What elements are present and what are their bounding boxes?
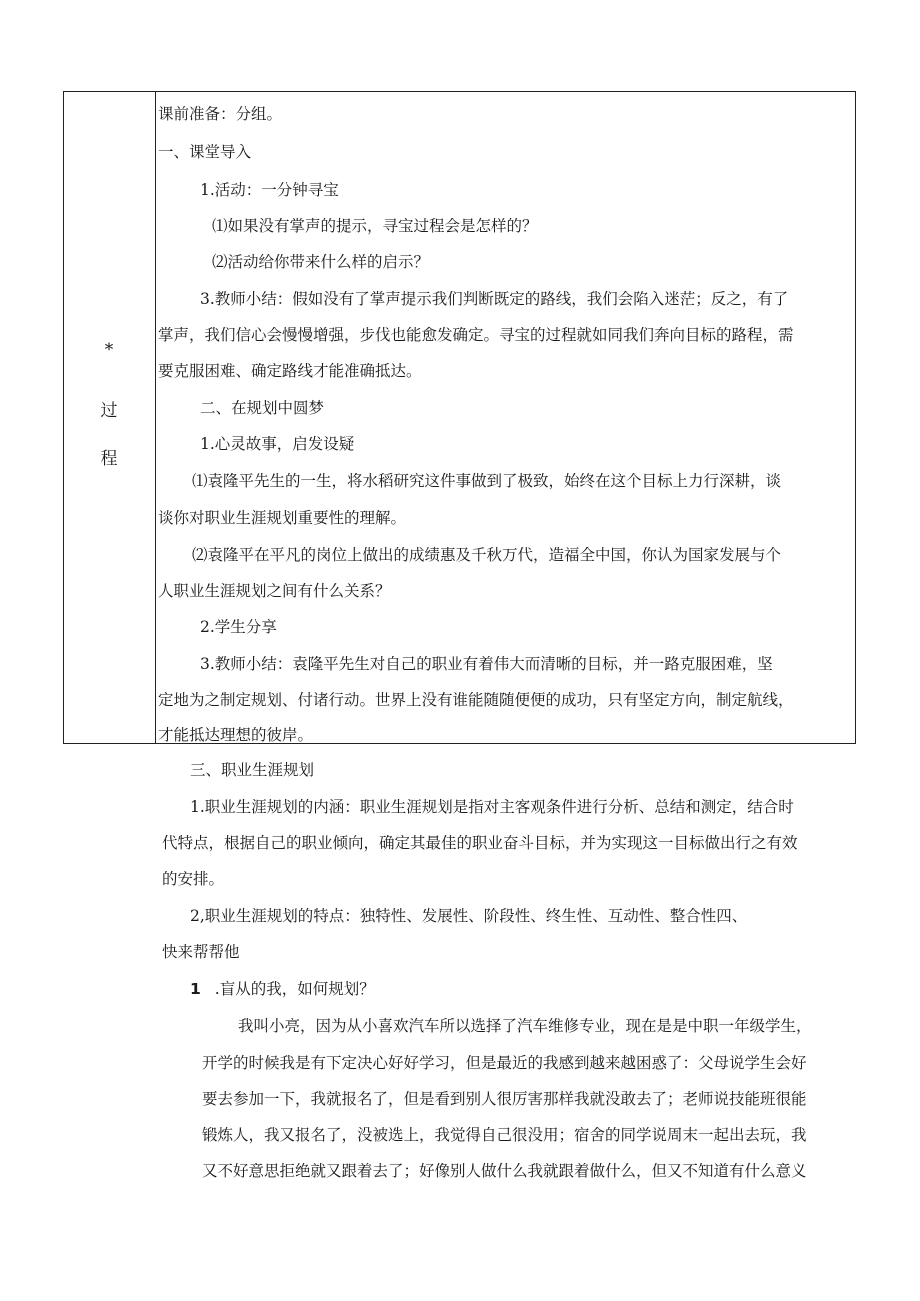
narrative-line-4: 锻炼人，我又报名了，没被选上，我觉得自己很没用；宿舍的同学说周末一起出去玩，我 [202, 1126, 807, 1144]
section-2-title: 二、在规划中圆梦 [200, 399, 325, 417]
teacher-summary-2-line-2: 定地为之制定规划、付诸行动。世界上没有谁能随随便便的成功，只有坚定方向，制定航线， [158, 691, 794, 709]
question-2: ⑵活动给你带来什么样的启示？ [212, 253, 430, 271]
lesson-table [63, 91, 856, 744]
prompt-1-line-1: ⑴袁隆平先生的一生，将水稻研究这件事做到了极致，始终在这个目标上力行深耕，谈 [192, 472, 782, 490]
definition-line-1: 1.职业生涯规划的内涵：职业生涯规划是指对主客观条件进行分析、总结和测定，结合时 [190, 798, 794, 816]
table-column-divider [155, 91, 156, 744]
narrative-line-2: 开学的时候我是有下定决心好好学习，但是最近的我感到越来越困惑了：父母说学生会好 [202, 1054, 807, 1072]
narrative-line-3: 要去参加一下，我就报名了，但是看到别人很厉害那样我就没敢去了；老师说技能班很能 [202, 1090, 807, 1108]
teacher-summary-1-line-3: 要克服困难、确定路线才能准确抵达。 [158, 362, 422, 380]
question-1: ⑴如果没有掌声的提示，寻宝过程会是怎样的？ [212, 217, 538, 235]
left-col-star: * [104, 340, 114, 360]
teacher-summary-1-line-1: 3.教师小结：假如没有了掌声提示我们判断既定的路线，我们会陷入迷茫；反之，有了 [200, 290, 789, 308]
section-3-title: 三、职业生涯规划 [190, 761, 315, 779]
prep-line: 课前准备：分组。 [158, 105, 283, 123]
student-share: 2.学生分享 [200, 618, 277, 636]
narrative-line-1: 我叫小亮，因为从小喜欢汽车所以选择了汽车维修专业，现在是是中职一年级学生， [238, 1017, 812, 1035]
prompt-2-line-1: ⑵袁隆平在平凡的岗位上做出的成绩惠及千秋万代，造福全中国，你认为国家发展与个 [192, 546, 782, 564]
story-heading: 1.心灵故事，启发设疑 [200, 435, 355, 453]
activity-heading: 1.活动：一分钟寻宝 [200, 181, 339, 199]
case-heading [190, 979, 375, 999]
left-col-char-2: 程 [100, 449, 118, 469]
prompt-2-line-2: 人职业生涯规划之间有什么关系？ [158, 582, 391, 600]
section-1-title: 一、课堂导入 [158, 143, 252, 161]
features-line-1: 2,职业生涯规划的特点：独特性、发展性、阶段性、终生性、互动性、整合性四、 [190, 907, 748, 925]
teacher-summary-1-line-2: 掌声，我们信心会慢慢增强，步伐也能愈发确定。寻宝的过程就如同我们奔向目标的路程，需 [158, 326, 794, 344]
prompt-1-line-2: 谈你对职业生涯规划重要性的理解。 [158, 509, 407, 527]
teacher-summary-2-line-1: 3.教师小结：袁隆平先生对自己的职业有着伟大而清晰的目标，并一路克服困难，坚 [200, 655, 773, 673]
definition-line-2: 代特点，根据自己的职业倾向，确定其最佳的职业奋斗目标，并为实现这一目标做出行之有效 [162, 834, 798, 852]
narrative-line-5: 又不好意思拒绝就又跟着去了；好像别人做什么我就跟着做什么，但又不知道有什么意义 [202, 1162, 807, 1180]
features-line-2: 快来帮帮他 [162, 943, 240, 961]
left-col-char-1: 过 [100, 401, 118, 421]
teacher-summary-2-line-3: 才能抵达理想的彼岸。 [158, 726, 314, 744]
case-number: 1 [190, 980, 201, 998]
definition-line-3: 的安排。 [162, 870, 225, 888]
case-heading-text: .盲从的我，如何规划？ [214, 980, 375, 998]
